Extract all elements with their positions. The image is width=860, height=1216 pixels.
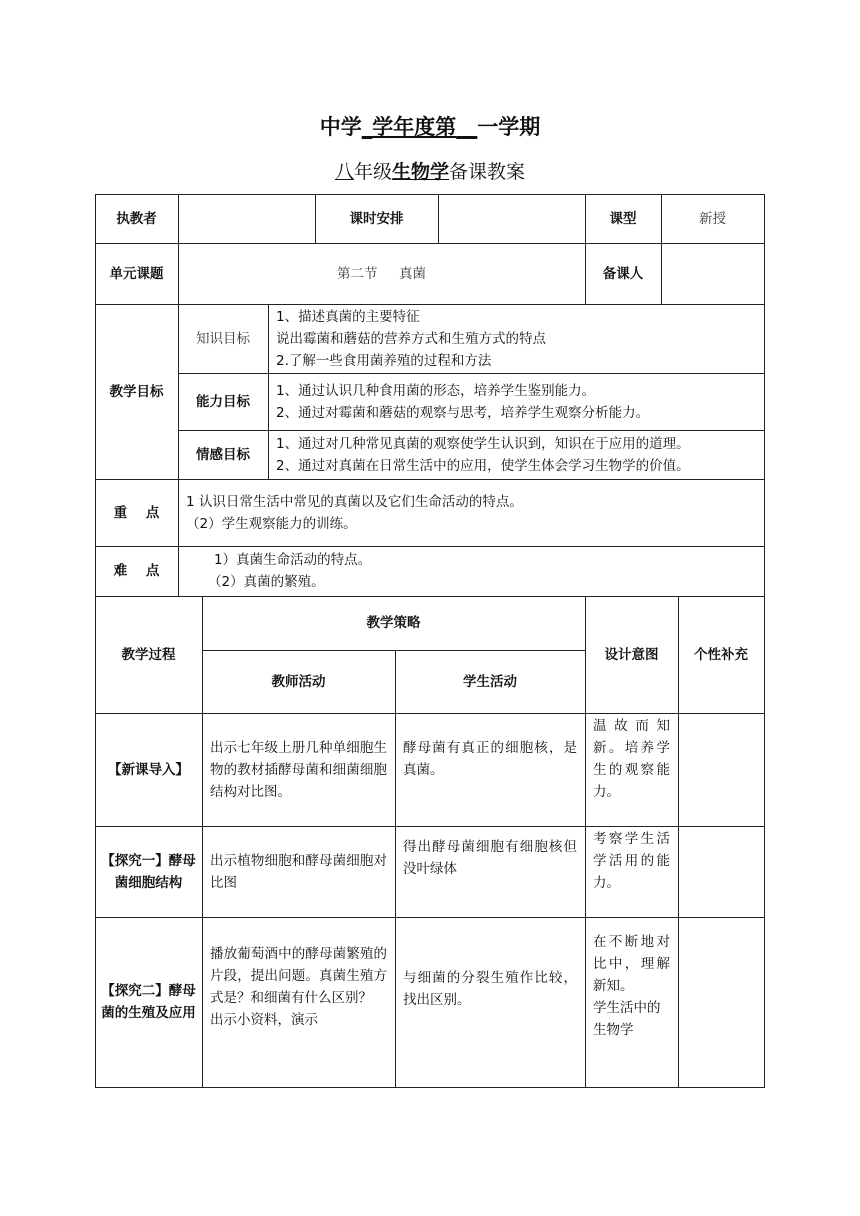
lesson-type-label: 课型	[609, 210, 637, 227]
teacher-activity-label: 教师活动	[271, 673, 326, 690]
teacher-activity-text: 出示植物细胞和酵母菌细胞对比图	[210, 852, 387, 891]
unit-label: 单元课题	[109, 265, 164, 282]
design-intent	[585, 917, 678, 1087]
design-intent-text: 考察学生活学活用的能力。	[593, 831, 670, 891]
key-points-label: 重 点	[113, 504, 160, 521]
personal-supplement-label: 个性补充	[694, 646, 748, 663]
schedule-label: 课时安排	[349, 210, 404, 227]
title-school: 中学	[319, 115, 362, 139]
stage-label: 【新课导入】	[108, 761, 189, 778]
difficulties-label: 难 点	[113, 563, 160, 579]
design-intent	[585, 713, 678, 826]
student-activity-text: 与细菌的分裂生殖作比较，找出区别。	[403, 970, 577, 1008]
knowledge-label: 知识目标	[196, 330, 250, 347]
teacher-activity-text: 播放葡萄酒中的酵母菌繁殖的片段，提出问题。真菌生殖方式是？和细菌有什么区别？	[210, 946, 387, 1006]
teacher-activity-text: 出示七年级上册几种单细胞生物的教材插酵母菌和细菌细胞结构对比图。	[210, 739, 387, 800]
teacher-value[interactable]	[178, 194, 315, 243]
student-activity-label: 学生活动	[463, 673, 517, 690]
knowledge-line: 说出霉菌和蘑菇的营养方式和生殖方式的特点	[276, 330, 546, 347]
ability-line: 2、通过对霉菌和蘑菇的观察与思考，培养学生观察分析能力。	[276, 404, 650, 421]
schedule-value[interactable]	[438, 194, 585, 243]
teacher-label: 执教者	[116, 210, 157, 227]
student-activity	[395, 826, 585, 917]
grade-number: 八	[334, 161, 354, 183]
teacher-activity	[202, 917, 395, 1087]
doc-type: 备课教案	[449, 161, 526, 183]
design-intent	[585, 826, 678, 917]
design-intent-text: 在不断地对比中，理解新知。	[593, 934, 670, 994]
difficulties-content	[178, 546, 764, 596]
difficulty-line: 1）真菌生命活动的特点。	[214, 552, 372, 568]
title-term: 一学期	[477, 115, 541, 139]
title-blank: __	[456, 115, 478, 139]
student-activity	[395, 713, 585, 826]
document-subtitle	[0, 158, 860, 186]
ability-line: 1、通过认识几种食用菌的形态，培养学生鉴别能力。	[276, 382, 596, 399]
knowledge-line: 2.了解一些食用菌养殖的过程和方法	[276, 352, 492, 369]
student-activity-text: 得出酵母菌细胞有细胞核但没叶绿体	[403, 839, 577, 877]
title-year: _学年度第	[361, 115, 457, 139]
design-intent-extra: 学生活中的生物学	[593, 1000, 661, 1038]
teacher-activity	[202, 826, 395, 917]
design-intent-text: 温故而知新。培养学生的观察能力。	[593, 718, 670, 800]
personal-supplement[interactable]	[678, 826, 764, 917]
document-title	[0, 112, 860, 142]
objectives-label: 教学目标	[109, 383, 164, 400]
design-intent-label: 设计意图	[604, 646, 659, 663]
key-points-content	[178, 479, 764, 546]
process-label: 教学过程	[121, 646, 176, 663]
knowledge-content	[268, 304, 764, 373]
teacher-activity-extra: 出示小资料，演示	[210, 1012, 318, 1028]
personal-supplement[interactable]	[678, 713, 764, 826]
ability-content	[268, 373, 764, 430]
emotion-label: 情感目标	[196, 446, 250, 463]
preparer-value[interactable]	[661, 243, 764, 304]
student-activity-text: 酵母菌有真正的细胞核，是真菌。	[403, 740, 577, 778]
strategy-label: 教学策略	[366, 615, 421, 631]
emotion-content	[268, 430, 764, 479]
stage-label: 【探究一】酵母菌细胞结构	[101, 852, 196, 891]
personal-supplement[interactable]	[678, 917, 764, 1087]
ability-label: 能力目标	[196, 393, 250, 410]
stage-label: 【探究二】酵母菌的生殖及应用	[101, 983, 196, 1021]
lesson-type-value: 新授	[699, 210, 726, 227]
key-point-line: （2）学生观察能力的训练。	[186, 515, 357, 532]
emotion-line: 1、通过对几种常见真菌的观察使学生认识到，知识在于应用的道理。	[276, 435, 690, 452]
key-point-line: 1 认识日常生活中常见的真菌以及它们生命活动的特点。	[186, 493, 523, 510]
unit-value: 第二节 真菌	[337, 265, 426, 282]
preparer-label: 备课人	[602, 265, 644, 282]
grade-suffix: 年级	[353, 161, 392, 183]
emotion-line: 2、通过对真菌在日常生活中的应用，使学生体会学习生物学的价值。	[276, 457, 690, 474]
knowledge-line: 1、描述真菌的主要特征	[276, 308, 420, 325]
student-activity	[395, 917, 585, 1087]
subject-name: 生物学	[392, 161, 450, 183]
difficulty-line: （2）真菌的繁殖。	[208, 574, 325, 590]
teacher-activity	[202, 713, 395, 826]
